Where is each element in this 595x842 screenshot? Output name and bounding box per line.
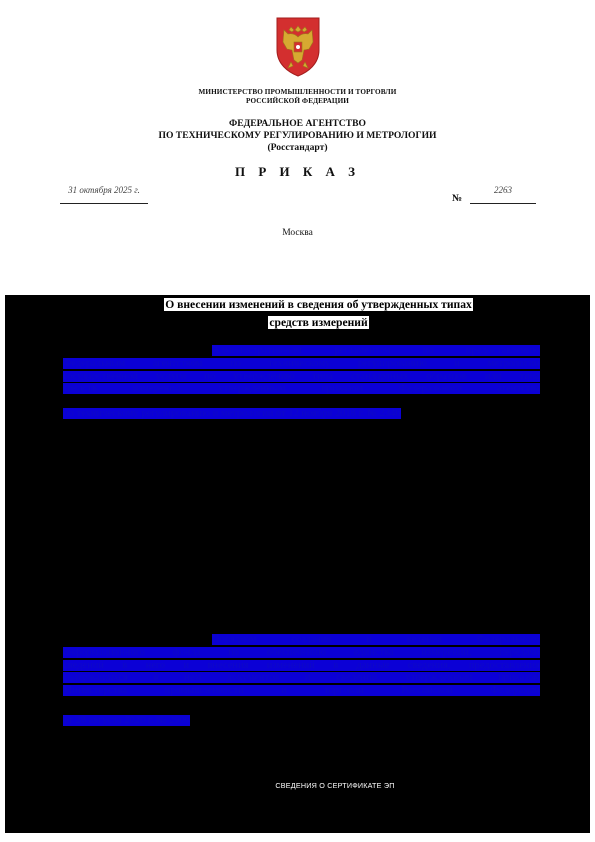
- text-line: по техническому регулированию и метрологии от 12 ноября 2018 г. № 2346: [63, 408, 401, 419]
- agency-line: ПО ТЕХНИЧЕСКОМУ РЕГУЛИРОВАНИЮ И МЕТРОЛОГИИ: [158, 130, 437, 141]
- paragraph-1-last-line: [63, 408, 540, 421]
- text-line: Министерства промышленности и торговли Российской Федерации: [63, 684, 540, 696]
- coat-of-arms-icon: [274, 16, 322, 78]
- number-underline: [470, 203, 536, 204]
- paragraph-1-first-line: [212, 345, 540, 358]
- text-line: от 28 августа 2020 г. № 2906: [63, 715, 190, 726]
- ministry-line: РОССИЙСКОЙ ФЕДЕРАЦИИ: [246, 97, 349, 105]
- paragraph-2-body: [63, 647, 540, 697]
- paragraph-2-first-line: [212, 634, 540, 647]
- order-subject: [0, 296, 595, 332]
- ministry-name: [0, 88, 595, 106]
- order-title: П Р И К А З: [234, 164, 361, 179]
- number-label: №: [452, 193, 463, 204]
- agency-line: (Росстандарт): [267, 142, 328, 153]
- ministry-line: МИНИСТЕРСТВО ПРОМЫШЛЕННОСТИ И ТОРГОВЛИ: [198, 88, 397, 96]
- text-line: содержащихся в нем документов и сведений, утвержденным приказом: [63, 672, 540, 684]
- subject-line: О внесении изменений в сведения об утвержденных типах: [165, 298, 472, 311]
- date-underline: [60, 203, 148, 204]
- agency-line: ФЕДЕРАЛЬНОЕ АГЕНТСТВО: [229, 118, 366, 129]
- certificate-info-label: СВЕДЕНИЯ О СЕРТИФИКАТЕ ЭП: [275, 781, 395, 790]
- text-line: Федеральным агентством по техническому регулированию и метрологии: [63, 358, 540, 369]
- paragraph-1-body: [63, 358, 540, 396]
- subject-line: средств измерений: [269, 316, 368, 329]
- text-line: сведений в него и внесения изменений в данные сведения, предоставления: [63, 659, 540, 671]
- text-line: Административным регламентом по предоставлению: [212, 345, 540, 356]
- text-line: средств измерений, утвержденным приказом Федерального агентства: [63, 383, 540, 395]
- text-line: Порядком создания и ведения Федерального: [212, 634, 540, 645]
- paragraph-2-last-line: [63, 715, 540, 728]
- order-date: 31 октября 2025 г.: [68, 185, 140, 195]
- text-line: государственной услуги по утверждению типа стандартных образцов или типа: [63, 370, 540, 382]
- city: Москва: [282, 228, 313, 238]
- text-line: информационного фонда по обеспечению единства измерений, передачи: [63, 647, 540, 658]
- agency-name: [0, 118, 595, 154]
- order-number: 2263: [494, 185, 512, 195]
